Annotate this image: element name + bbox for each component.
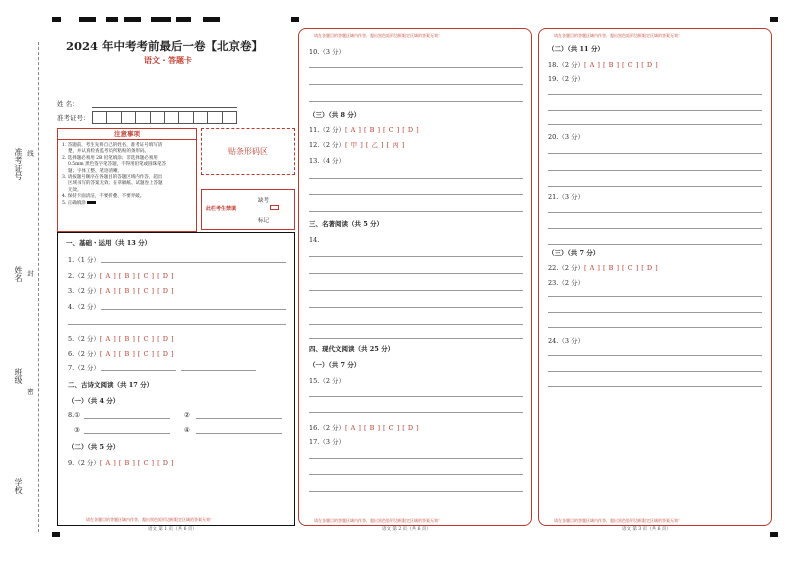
- absent-prefix: 此栏考生禁填: [206, 206, 237, 212]
- choice-options[interactable]: [ A ] [ B ] [ C ] [ D ]: [99, 272, 175, 280]
- question-23: 23.（2 分）: [548, 279, 585, 287]
- answer-line[interactable]: [101, 370, 176, 371]
- question-11: 11.（2 分）[ A ] [ B ] [ C ] [ D ]: [309, 126, 420, 134]
- absent-label: 标记: [258, 218, 270, 224]
- notice-item: 区域书写的答案无效；在草稿纸、试题卷上答题: [68, 181, 163, 187]
- id-boxes[interactable]: [92, 111, 237, 124]
- answer-area-warning: 请在各题目的答题区域内作答，超出黑色矩形边框限定区域的答案无效！: [554, 33, 682, 38]
- answer-area-warning: 请在各题目的答题区域内作答，超出黑色矩形边框限定区域的答案无效！: [554, 518, 682, 523]
- question-18: 18.（2 分）[ A ] [ B ] [ C ] [ D ]: [548, 61, 659, 69]
- answer-line[interactable]: [309, 67, 523, 68]
- name-label: 姓 名：: [57, 100, 79, 108]
- notice-title: 注意事项: [58, 129, 196, 140]
- answer-area-warning: 请在各题目的答题区域内作答，超出黑色矩形边框限定区域的答案无效！: [86, 517, 214, 522]
- question-15: 15.（2 分）: [309, 377, 346, 385]
- notice-box: [57, 128, 197, 232]
- notice-item: 5. 正确填涂: [62, 201, 192, 207]
- question-2: 2.（2 分）[ A ] [ B ] [ C ] [ D ]: [68, 272, 175, 280]
- subsection-5-heading: （二）（共 11 分）: [548, 45, 604, 53]
- answer-line[interactable]: [548, 371, 762, 372]
- page-footer-2: 语文 第 2 页（共 6 页）: [382, 527, 431, 532]
- notice-item: 3. 请按题号顺序在各题目的答题区域内作答，超出: [62, 175, 163, 181]
- top-mark: [52, 17, 61, 22]
- question-6: 6.（2 分）[ A ] [ B ] [ C ] [ D ]: [68, 350, 175, 358]
- top-mark: [770, 17, 778, 22]
- answer-line[interactable]: [548, 94, 762, 95]
- top-mark: [203, 17, 220, 22]
- answer-line[interactable]: [548, 124, 762, 125]
- answer-line[interactable]: [548, 170, 762, 171]
- answer-line[interactable]: [101, 262, 286, 263]
- answer-line[interactable]: [84, 433, 170, 434]
- answer-line[interactable]: [309, 412, 523, 413]
- subsection-2-heading: （二）（共 5 分）: [68, 443, 120, 451]
- question-14: 14.: [309, 236, 320, 244]
- question-16: 16.（2 分）[ A ] [ B ] [ C ] [ D ]: [309, 424, 420, 432]
- top-mark: [106, 17, 118, 22]
- answer-line[interactable]: [309, 101, 523, 102]
- notice-item: 楚，并认真检查监考员所粘贴的条形码。: [68, 149, 149, 155]
- question-19: 19.（2 分）: [548, 75, 585, 83]
- choice-options[interactable]: [ A ] [ B ] [ C ] [ D ]: [99, 350, 175, 358]
- bottom-mark: [770, 532, 778, 537]
- answer-line[interactable]: [548, 212, 762, 213]
- question-7: 7.（2 分）: [68, 364, 100, 372]
- answer-line[interactable]: [309, 307, 523, 308]
- question-12: 12.（2 分）[ 甲 ] [ 乙 ] [ 丙 ]: [309, 141, 405, 149]
- filled-example-icon: [87, 201, 96, 204]
- question-5: 5.（2 分）[ A ] [ B ] [ C ] [ D ]: [68, 335, 175, 343]
- answer-line[interactable]: [309, 491, 523, 492]
- question-22: 22.（2 分）[ A ] [ B ] [ C ] [ D ]: [548, 264, 659, 272]
- notice-item: 题；字体工整、笔迹清晰。: [68, 168, 122, 174]
- answer-line[interactable]: [548, 153, 762, 154]
- top-mark: [291, 17, 299, 22]
- answer-line[interactable]: [84, 418, 170, 419]
- answer-line[interactable]: [309, 290, 523, 291]
- question-8-blank-2: ②: [184, 411, 190, 419]
- answer-line[interactable]: [548, 186, 762, 187]
- answer-line[interactable]: [548, 110, 762, 111]
- answer-line[interactable]: [309, 194, 523, 195]
- side-label-seal: 封: [26, 270, 34, 277]
- bottom-mark: [52, 532, 60, 537]
- section-4-heading: 四、现代文阅读（共 25 分）: [309, 345, 395, 353]
- answer-line[interactable]: [309, 273, 523, 274]
- id-label: 准考证号：: [57, 114, 90, 122]
- subsection-3-heading: （三）（共 8 分）: [309, 111, 361, 119]
- binding-line: [38, 42, 39, 532]
- notice-item: 无效。: [68, 187, 82, 193]
- choice-options[interactable]: [ A ] [ B ] [ C ] [ D ]: [345, 126, 420, 134]
- side-label-secret: 密: [26, 388, 34, 395]
- answer-line[interactable]: [309, 474, 523, 475]
- side-label-school: 学校: [14, 478, 23, 494]
- subsection-6-heading: （三）（共 7 分）: [548, 249, 600, 257]
- section-2-heading: 二、古诗文阅读（共 17 分）: [68, 381, 154, 389]
- answer-line[interactable]: [309, 178, 523, 179]
- answer-line[interactable]: [309, 396, 523, 397]
- answer-line[interactable]: [68, 324, 286, 325]
- answer-line[interactable]: [309, 338, 523, 339]
- page-subtitle: 语文・答题卡: [144, 55, 192, 65]
- barcode-area: [201, 128, 295, 175]
- name-field[interactable]: [92, 107, 237, 108]
- answer-line[interactable]: [101, 309, 286, 310]
- answer-line[interactable]: [548, 244, 762, 245]
- choice-options[interactable]: [ A ] [ B ] [ C ] [ D ]: [584, 61, 659, 69]
- answer-line[interactable]: [309, 84, 523, 85]
- top-mark: [79, 17, 96, 22]
- answer-line[interactable]: [309, 211, 523, 212]
- answer-line[interactable]: [548, 386, 762, 387]
- choice-options[interactable]: [ A ] [ B ] [ C ] [ D ]: [584, 264, 659, 272]
- answer-area-warning: 请在各题目的答题区域内作答，超出黑色矩形边框限定区域的答案无效！: [314, 518, 442, 523]
- subsection-4-heading: （一）（共 7 分）: [309, 361, 361, 369]
- question-24: 24.（3 分）: [548, 337, 585, 345]
- notice-item: 2. 选择题必须用 2B 铅笔填涂；非选择题必须用: [62, 155, 158, 161]
- question-3: 3.（2 分）[ A ] [ B ] [ C ] [ D ]: [68, 287, 175, 295]
- absent-box: [201, 189, 295, 230]
- subsection-1-heading: （一）（共 4 分）: [68, 397, 120, 405]
- top-mark: [124, 17, 141, 22]
- question-13: 13.（4 分）: [309, 157, 346, 165]
- barcode-label: 贴条形码区: [228, 147, 268, 156]
- top-mark: [151, 17, 171, 22]
- side-label-line: 线: [26, 150, 34, 157]
- side-label-class: 班级: [14, 368, 23, 384]
- answer-area-warning: 请在各题目的答题区域内作答，超出黑色矩形边框限定区域的答案无效！: [314, 33, 442, 38]
- question-21: 21.（3 分）: [548, 193, 585, 201]
- question-8-blank-4: ④: [184, 426, 190, 434]
- side-label-id: 准考证号: [14, 148, 23, 180]
- question-17: 17.（3 分）: [309, 438, 346, 446]
- answer-line[interactable]: [548, 296, 762, 297]
- question-1: 1.（1 分）: [68, 256, 100, 264]
- notice-item: 1. 答题前，考生先将自己的姓名，准考证号填写清: [62, 143, 163, 148]
- answer-line[interactable]: [196, 433, 282, 434]
- column-2-frame: [298, 28, 532, 526]
- page-title: 2024 年中考考前最后一卷【北京卷】: [66, 39, 264, 53]
- choice-options[interactable]: [ A ] [ B ] [ C ] [ D ]: [345, 424, 420, 432]
- page-footer-3: 语文 第 3 页（共 6 页）: [622, 527, 671, 532]
- answer-line[interactable]: [196, 418, 282, 419]
- question-4: 4.（2 分）: [68, 303, 100, 311]
- section-1-heading: 一、基础・运用（共 13 分）: [66, 239, 152, 247]
- answer-line[interactable]: [548, 355, 762, 356]
- answer-line[interactable]: [309, 458, 523, 459]
- choice-options[interactable]: [ 甲 ] [ 乙 ] [ 丙 ]: [345, 141, 405, 149]
- question-8-blank-3: ③: [74, 426, 80, 434]
- answer-line[interactable]: [548, 327, 762, 328]
- question-8-blank-1: 8.①: [68, 411, 81, 419]
- answer-line[interactable]: [181, 370, 256, 371]
- answer-line[interactable]: [309, 256, 523, 257]
- notice-item: 0.5mm 黑色签字笔答题，不得用铅笔或圆珠笔答: [68, 162, 167, 168]
- page-footer-1: 语文 第 1 页（共 6 页）: [148, 527, 197, 532]
- question-20: 20.（3 分）: [548, 133, 585, 141]
- question-10: 10.（3 分）: [309, 48, 346, 56]
- side-label-name: 姓名: [14, 266, 23, 282]
- choice-options[interactable]: [ A ] [ B ] [ C ] [ D ]: [99, 287, 175, 295]
- absent-checkbox[interactable]: [270, 205, 279, 210]
- absent-label: 缺考: [258, 198, 270, 204]
- column-3-frame: [538, 28, 772, 526]
- section-3-heading: 三、名著阅读（共 5 分）: [309, 220, 384, 228]
- question-9: 9.（2 分）[ A ] [ B ] [ C ] [ D ]: [68, 459, 175, 467]
- answer-line[interactable]: [548, 312, 762, 313]
- answer-line[interactable]: [309, 324, 523, 325]
- choice-options[interactable]: [ A ] [ B ] [ C ] [ D ]: [99, 459, 175, 467]
- notice-item: 4. 保持卡面清洁，不要折叠、不要弄破。: [62, 194, 145, 200]
- answer-line[interactable]: [548, 228, 762, 229]
- choice-options[interactable]: [ A ] [ B ] [ C ] [ D ]: [99, 335, 175, 343]
- top-mark: [176, 17, 191, 22]
